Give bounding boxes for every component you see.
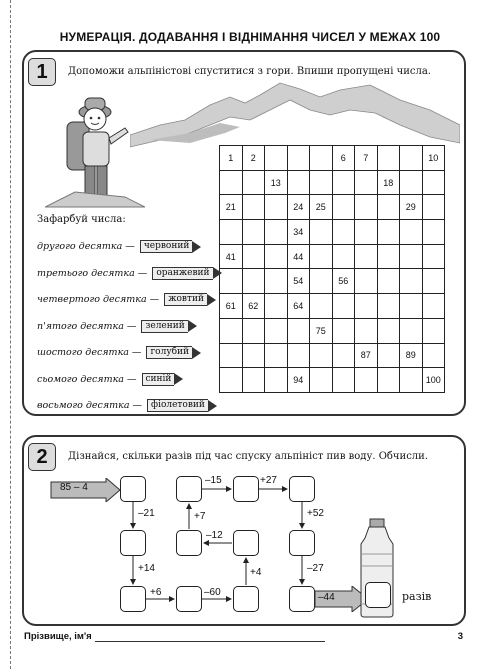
op-h: –15 (205, 475, 222, 486)
color-row-label: восьмого десятка — (37, 400, 142, 411)
op-e: +4 (250, 567, 262, 578)
color-row-label: п'ятого десятка — (37, 320, 137, 332)
color-heading: Зафарбуй числа: (37, 214, 126, 225)
op-l: –44 (318, 592, 335, 603)
grid-cell: 1 (220, 146, 243, 171)
op-b: +14 (138, 563, 155, 574)
grid-cell: 87 (355, 343, 378, 368)
grid-cell: 54 (287, 269, 310, 294)
op-a: –21 (138, 508, 155, 519)
pencil-color-label: оранжевий (152, 267, 212, 280)
op-k: –27 (307, 563, 324, 574)
grid-cell: 61 (220, 294, 243, 319)
task1-instruction: Допоможи альпіністові спуститися з гори. Впиши пропущені числа. (68, 66, 431, 77)
grid-cell: 24 (287, 195, 310, 220)
op-j: +52 (307, 508, 324, 519)
color-row-label: другого десятка — (37, 241, 135, 252)
grid-cell: 89 (400, 343, 423, 368)
result-label: разів (402, 590, 432, 603)
task1-number: 1 (28, 58, 56, 86)
op-i: +27 (260, 475, 277, 486)
grid-cell: 25 (310, 195, 333, 220)
grid-cell: 64 (287, 294, 310, 319)
color-row-label: третього десятка — (37, 267, 148, 279)
grid-cell: 18 (377, 170, 400, 195)
op-c: +6 (150, 587, 162, 598)
page-number: 3 (457, 631, 463, 642)
grid-cell: 6 (332, 146, 355, 171)
op-f: –12 (206, 530, 223, 541)
grid-cell: 29 (400, 195, 423, 220)
grid-cell: 34 (287, 220, 310, 245)
pencil-color-label: червоний (140, 240, 193, 253)
name-line[interactable] (95, 641, 325, 642)
grid-cell: 21 (220, 195, 243, 220)
name-label: Прізвище, ім'я (24, 631, 92, 642)
grid-cell: 41 (220, 244, 243, 269)
grid-cell: 100 (422, 368, 445, 393)
pencil-color-label: фіолетовий (147, 399, 208, 412)
task2-number: 2 (28, 443, 56, 471)
color-row-label: шостого десятка — (37, 347, 142, 358)
grid-cell: 44 (287, 244, 310, 269)
op-g: +7 (194, 511, 206, 522)
pencil-color-label: жовтий (164, 293, 207, 306)
grid-cell: 75 (310, 318, 333, 343)
grid-cell: 56 (332, 269, 355, 294)
task2-instruction: Дізнайся, скільки разів під час спуску альпініст пив воду. Обчисли. (68, 451, 428, 462)
page-title: НУМЕРАЦІЯ. ДОДАВАННЯ І ВІДНІМАННЯ ЧИСЕЛ У МЕЖАХ 100 (59, 30, 441, 44)
grid-cell: 13 (265, 170, 288, 195)
grid-cell: 2 (242, 146, 265, 171)
grid-cell: 7 (355, 146, 378, 171)
color-row-label: четвертого десятка — (37, 294, 160, 305)
grid-cell: 94 (287, 368, 310, 393)
pencil-color-label: голубий (146, 346, 192, 359)
name-field[interactable] (24, 631, 325, 642)
grid-cell: 10 (422, 146, 445, 171)
pencil-color-label: зелений (141, 320, 187, 333)
color-row-label: сьомого десятка — (37, 373, 137, 385)
grid-cell: 62 (242, 294, 265, 319)
pencil-color-label: синій (142, 373, 175, 386)
start-expression: 85 – 4 (60, 482, 88, 493)
result-box[interactable] (365, 582, 391, 608)
op-d: –60 (204, 587, 221, 598)
